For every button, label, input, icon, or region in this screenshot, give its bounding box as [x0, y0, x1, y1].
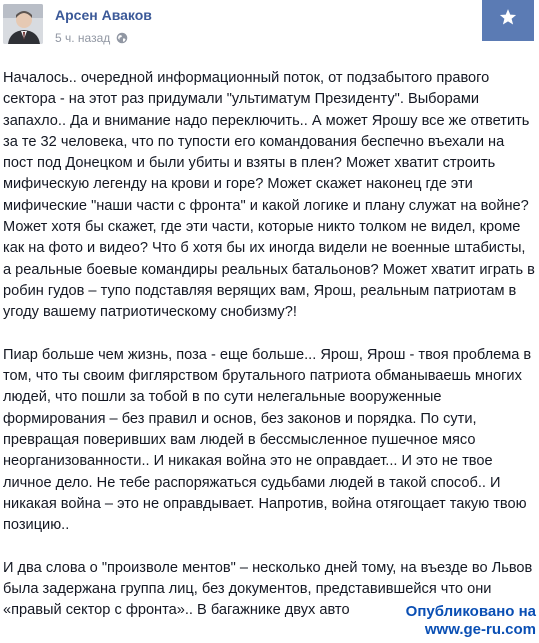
post-time[interactable]: 5 ч. назад — [55, 31, 111, 45]
watermark — [366, 603, 536, 639]
watermark-line-1: Опубликовано на — [405, 603, 536, 620]
avatar[interactable] — [3, 4, 43, 44]
post-body — [3, 68, 535, 643]
watermark-line-2: www.ge-ru.com — [424, 621, 536, 638]
post-meta — [55, 31, 128, 45]
bookmark-tab[interactable] — [482, 0, 534, 41]
post-paragraph-1: Началось.. очередной информационный поток, от подзабытого правого сектора - на этот раз придумали "ультиматум Президенту". Выборами запахло.. Да и внимание надо переключить.. А может Ярошу все же ответить за те 32 человека, что по тупости его командования беспечно въехали на пост под Донецком и были убиты и взяты в плен? Может хватит строить мифическую легенду на крови и горе? Может скажет наконец где эти мифические "наши части с фронта" и какой логике и плану служат на войне? Может хотя бы скажет, где эти части, которые никто толком не видел, кроме как на фото и видео? Что б хотя бы их иногда видели не военные штабисты, а реальные боевые командиры реальных батальонов? Может хватит играть в робин гудов – тупо подставляя верящих вам, Ярош, реальным патриотам в угоду вашему патриотическому снобизму?! — [3, 70, 535, 321]
post-paragraph-3: И два слова о "произволе ментов" – несколько дней тому, на въезде во Львов была задержана группа лиц, без документов, представившейся что они «правый сектор с фронта».. В багажнике двух авто — [3, 559, 533, 619]
post-paragraph-2: Пиар больше чем жизнь, поза - еще больше... Ярош, Ярош - твоя проблема в том, что ты своим фиглярством брутального патриота обманываешь многих людей, что пошли за тобой в по сути нелегальные вооруженные формирования – без правил и основ, без законов и порядка. По сути, превращая поверивших вам людей в бессмысленное пушечное мясо неорганизованности.. И никакая война это не оправдает... И это не твое личное дело. Не тебе распоряжаться судьбами людей в такой способ.. И никакая война – это не оправдывает. Напротив, война отягощает такую твою позицию.. — [3, 346, 532, 534]
post-header — [0, 0, 539, 60]
avatar-photo — [3, 4, 43, 44]
author-name[interactable]: Арсен Аваков — [55, 7, 152, 23]
star-icon — [499, 8, 517, 26]
globe-icon[interactable] — [116, 32, 128, 44]
